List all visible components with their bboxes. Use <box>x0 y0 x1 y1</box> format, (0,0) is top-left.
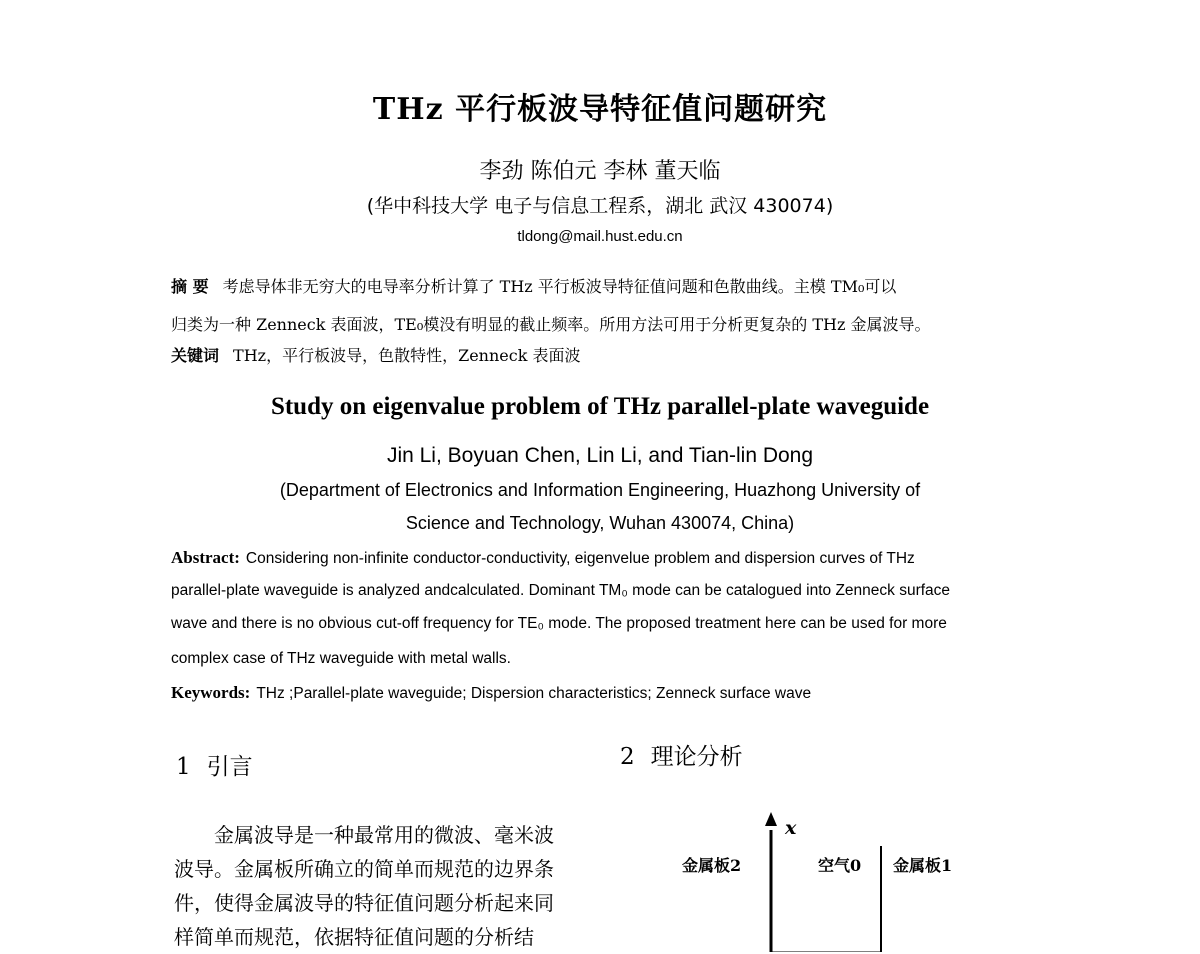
abstract-en-text1: Considering non-infinite conductor-conductivity, eigenvelue problem and dispersion curves of THz <box>245 550 915 567</box>
abstract-cn-label: 摘 要 <box>171 277 209 296</box>
authors-cn: 李劲 陈伯元 李林 董天临 <box>479 159 721 184</box>
intro-line3: 件，使得金属波导的特征值问题分析起来同 <box>174 891 554 915</box>
section-1-title: 引言 <box>206 754 253 780</box>
authors-en: Jin Li, Boyuan Chen, Lin Li, and Tian-lin Dong <box>386 444 814 467</box>
waveguide-diagram <box>600 800 1050 952</box>
affiliation-cn: (华中科技大学 电子与信息工程系，湖北 武汉 430074) <box>366 195 834 217</box>
metal-plate-2-label: 金属板2 <box>682 856 742 875</box>
section-2-title: 理论分析 <box>650 744 743 770</box>
intro-line4: 样简单而规范，依据特征值问题的分析结 <box>174 925 534 949</box>
intro-paragraph <box>174 818 584 954</box>
abstract-en-line2: parallel-plate waveguide is analyzed andcalculated. Dominant TM₀ mode can be catalogued into Zenneck surface <box>171 582 951 599</box>
section-1-heading <box>176 748 253 781</box>
keywords-cn-label: 关键词 <box>171 346 220 365</box>
abstract-en-line4: complex case of THz waveguide with metal walls. <box>171 650 511 667</box>
abstract-cn-line1 <box>171 277 1031 297</box>
axis-arrow-icon <box>765 812 777 826</box>
abstract-en-label: Abstract: <box>171 548 240 567</box>
abstract-en-line3: wave and there is no obvious cut-off frequency for TE₀ mode. The proposed treatment here can be used for more <box>171 615 947 632</box>
keywords-en-label: Keywords: <box>171 683 251 702</box>
keywords-en <box>171 683 1031 703</box>
section-2-number: 2 <box>620 744 635 770</box>
abstract-cn-text1: 考虑导体非无穷大的电导率分析计算了 THz 平行板波导特征值问题和色散曲线。主模 TM₀可以 <box>222 277 897 296</box>
keywords-en-text: THz ;Parallel-plate waveguide; Dispersion characteristics; Zenneck surface wave <box>256 685 812 702</box>
section-2-heading <box>620 738 743 771</box>
axis-x-label: x <box>785 817 797 839</box>
air-0-label: 空气0 <box>818 856 862 875</box>
paper-title-cn: THz 平行板波导特征值问题研究 <box>372 92 828 127</box>
affiliation-en-line2: Science and Technology, Wuhan 430074, China) <box>405 513 795 533</box>
author-email: tldong@mail.hust.edu.cn <box>517 228 683 245</box>
metal-plate-1-label: 金属板1 <box>893 856 953 875</box>
section-1-number: 1 <box>176 754 191 780</box>
abstract-en-line1 <box>171 548 1031 568</box>
keywords-cn <box>171 346 1031 366</box>
intro-line1: 金属波导是一种最常用的微波、毫米波 <box>214 823 554 847</box>
affiliation-en-line1: (Department of Electronics and Information Engineering, Huazhong University of <box>279 480 921 500</box>
intro-line2: 波导。金属板所确立的简单而规范的边界条 <box>174 857 554 881</box>
keywords-cn-text: THz，平行板波导，色散特性，Zenneck 表面波 <box>233 346 581 365</box>
paper-title-en: Study on eigenvalue problem of THz parallel-plate waveguide <box>270 393 930 420</box>
abstract-cn-line2: 归类为一种 Zenneck 表面波，TE₀模没有明显的截止频率。所用方法可用于分析更复杂的 THz 金属波导。 <box>171 315 931 334</box>
